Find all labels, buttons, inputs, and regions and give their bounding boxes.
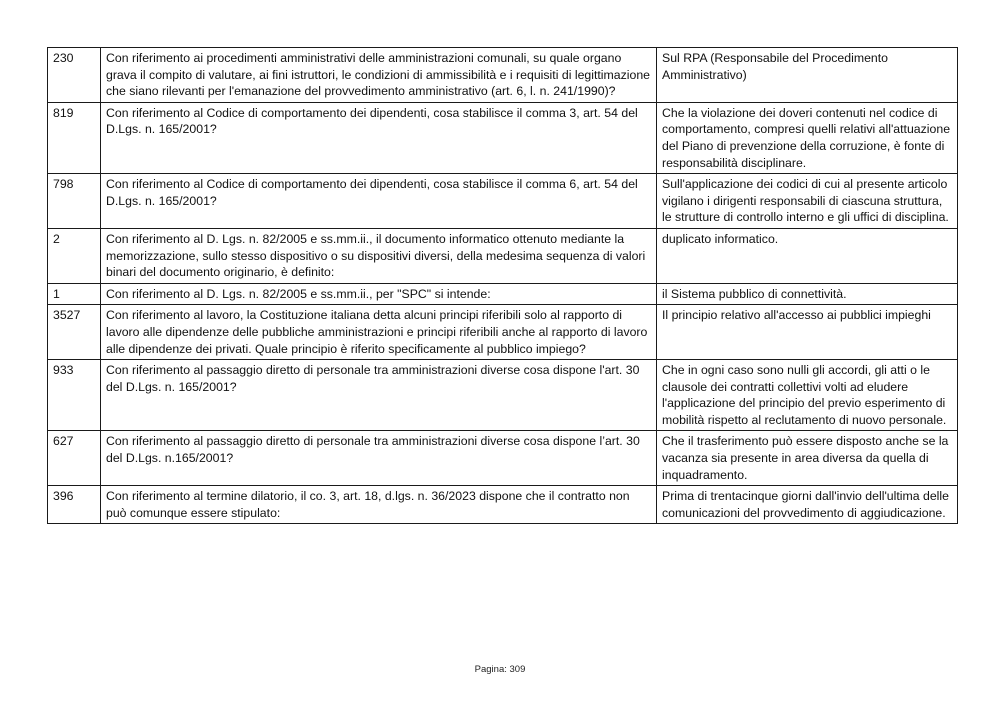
question-text: Con riferimento al termine dilatorio, il co. 3, art. 18, d.lgs. n. 36/2023 dispone che il contratto non può comunque essere stipulato: <box>101 486 657 524</box>
question-id: 396 <box>48 486 101 524</box>
page-number: Pagina: 309 <box>474 664 526 675</box>
question-text: Con riferimento al D. Lgs. n. 82/2005 e ss.mm.ii., per "SPC" si intende: <box>101 283 657 305</box>
question-text: Con riferimento al D. Lgs. n. 82/2005 e ss.mm.ii., il documento informatico ottenuto mediante la memorizzazione, sullo stesso dispositivo o su dispositivi diversi, della medesima sequenza di valori binari del documento originario, è definito: <box>101 228 657 283</box>
answer-text: Il principio relativo all'accesso ai pubblici impieghi <box>657 305 958 360</box>
question-id: 230 <box>48 48 101 103</box>
table-row <box>48 431 958 486</box>
answer-text: Sull'applicazione dei codici di cui al presente articolo vigilano i dirigenti responsabili di ciascuna struttura, le strutture di controllo interno e gli uffici di disciplina. <box>657 174 958 229</box>
answer-text: Sul RPA (Responsabile del Procedimento Amministrativo) <box>657 48 958 103</box>
answer-text: il Sistema pubblico di connettività. <box>657 283 958 305</box>
table-row <box>48 305 958 360</box>
table-row <box>48 486 958 524</box>
table-row <box>48 360 958 431</box>
question-id: 798 <box>48 174 101 229</box>
table-row <box>48 174 958 229</box>
table-row <box>48 283 958 305</box>
table-row <box>48 48 958 103</box>
table-row <box>48 228 958 283</box>
question-id: 1 <box>48 283 101 305</box>
answer-text: Che la violazione dei doveri contenuti nel codice di comportamento, compresi quelli relativi all'attuazione del Piano di prevenzione della corruzione, è fonte di responsabilità disciplinare. <box>657 102 958 173</box>
answer-text: Che il trasferimento può essere disposto anche se la vacanza sia presente in area diversa da quella di inquadramento. <box>657 431 958 486</box>
answer-text: Prima di trentacinque giorni dall'invio dell'ultima delle comunicazioni del provvedimento di aggiudicazione. <box>657 486 958 524</box>
answer-text: duplicato informatico. <box>657 228 958 283</box>
table-row <box>48 102 958 173</box>
question-id: 819 <box>48 102 101 173</box>
question-text: Con riferimento al passaggio diretto di personale tra amministrazioni diverse cosa dispone l’art. 30 del D.Lgs. n.165/2001? <box>101 431 657 486</box>
question-text: Con riferimento al Codice di comportamento dei dipendenti, cosa stabilisce il comma 3, art. 54 del D.Lgs. n. 165/2001? <box>101 102 657 173</box>
question-id: 627 <box>48 431 101 486</box>
question-id: 2 <box>48 228 101 283</box>
answer-text: Che in ogni caso sono nulli gli accordi, gli atti o le clausole dei contratti collettivi volti ad eludere l'applicazione del principio del previo esperimento di mobilità rispetto al reclutamento di nuovo personale. <box>657 360 958 431</box>
question-text: Con riferimento al Codice di comportamento dei dipendenti, cosa stabilisce il comma 6, art. 54 del D.Lgs. n. 165/2001? <box>101 174 657 229</box>
question-text: Con riferimento ai procedimenti amministrativi delle amministrazioni comunali, su quale organo grava il compito di valutare, ai fini istruttori, le condizioni di ammissibilità e i requisiti di legittimazione che siano rilevanti per l'emanazione del provvedimento amministrativo (art. 6, l. n. 241/1990)? <box>101 48 657 103</box>
question-text: Con riferimento al passaggio diretto di personale tra amministrazioni diverse cosa dispone l'art. 30 del D.Lgs. n. 165/2001? <box>101 360 657 431</box>
question-id: 933 <box>48 360 101 431</box>
question-text: Con riferimento al lavoro, la Costituzione italiana detta alcuni principi riferibili solo al rapporto di lavoro alle dipendenze delle pubbliche amministrazioni e principi riferibili anche al rapporto di lavoro alle dipendenze dei privati. Quale principio è riferito specificamente al pubblico impiego? <box>101 305 657 360</box>
question-id: 3527 <box>48 305 101 360</box>
question-answer-table <box>47 47 958 524</box>
